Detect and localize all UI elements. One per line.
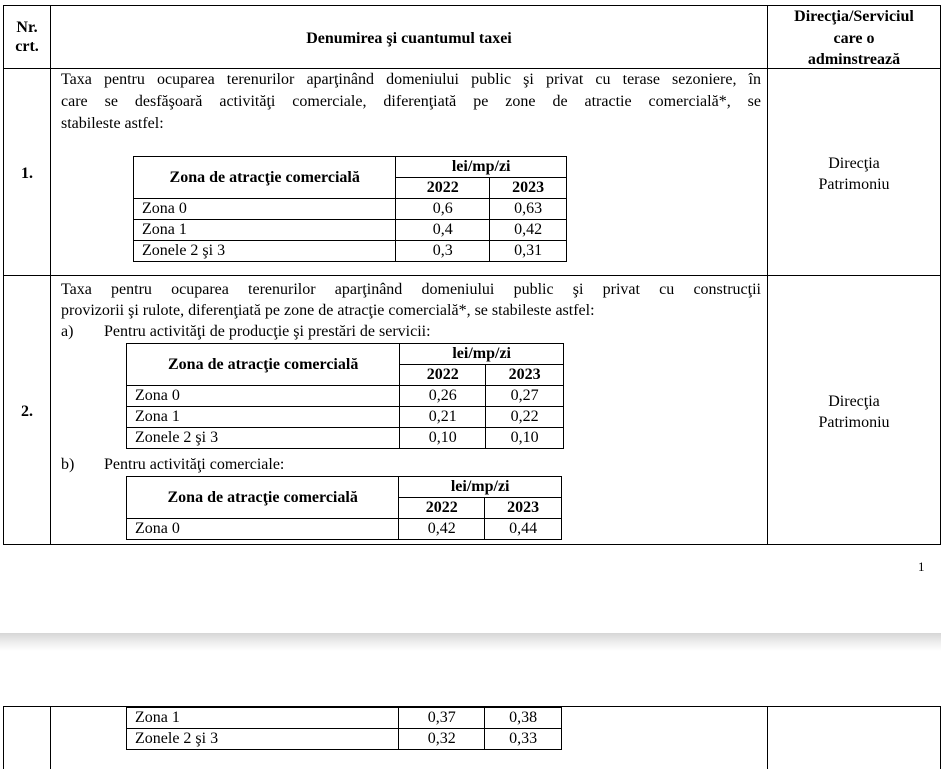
- p2-table-border-left: [3, 706, 4, 769]
- zone-name: Zonele 2 şi 3: [127, 428, 400, 449]
- value-2022: 0,6: [396, 199, 490, 220]
- value-2022: 0,42: [399, 519, 485, 540]
- value-2023: 0,27: [486, 386, 564, 407]
- zone-name: Zona 1: [127, 708, 399, 729]
- value-2023: 0,63: [490, 199, 567, 220]
- value-2022: 0,37: [399, 708, 485, 729]
- header-directia-line-2: care o: [833, 30, 875, 47]
- row-2-directia-line-1: Direcţia: [828, 393, 880, 410]
- header-title: Denumirea şi cuantumul taxei: [306, 30, 512, 47]
- sub-a-text: Pentru activităţi de producţie şi prestări de servicii:: [104, 323, 431, 340]
- value-2023: 0,44: [485, 519, 562, 540]
- year-2023-header: 2023: [485, 498, 562, 519]
- value-2022: 0,26: [400, 386, 486, 407]
- zone-name: Zonele 2 şi 3: [134, 241, 396, 262]
- value-2022: 0,4: [396, 220, 490, 241]
- table-row: [127, 708, 562, 729]
- table-border-left: [3, 5, 4, 545]
- value-2022: 0,3: [396, 241, 490, 262]
- year-2023-header: 2023: [490, 178, 567, 199]
- sub-b-label: b): [61, 456, 75, 473]
- unit-header: lei/mp/zi: [400, 344, 564, 365]
- p2-column-divider-1: [50, 706, 51, 769]
- header-nr-line-1: Nr.: [16, 19, 38, 36]
- zone-name: Zona 0: [127, 519, 399, 540]
- value-2022: 0,21: [400, 407, 486, 428]
- table-row: [127, 519, 562, 540]
- zone-name: Zona 0: [127, 386, 400, 407]
- value-2023: 0,22: [486, 407, 564, 428]
- zone-name: Zona 1: [134, 220, 396, 241]
- year-2022-header: 2022: [400, 365, 486, 386]
- header-directia-line-1: Direcţia/Serviciul: [794, 8, 914, 25]
- zone-name: Zona 1: [127, 407, 400, 428]
- page-number: 1: [918, 559, 925, 574]
- table-border-bottom: [3, 544, 941, 545]
- value-2023: 0,31: [490, 241, 567, 262]
- zone-header: Zona de atracţie comercială: [134, 157, 396, 199]
- value-2023: 0,10: [486, 428, 564, 449]
- row-2-directia-line-2: Patrimoniu: [818, 414, 890, 431]
- table-row: [134, 199, 567, 220]
- zone-name: Zonele 2 şi 3: [127, 729, 399, 750]
- year-2022-header: 2022: [399, 498, 485, 519]
- row-2-desc-line: Taxa pentru ocuparea terenurilor aparţinând domeniului public şi privat cu construcţii: [61, 281, 761, 298]
- row-separator: [3, 275, 941, 276]
- row-1-desc-line: care se desfăşoară activităţi comerciale, diferenţiată pe zone de atractie comercială*, se: [61, 93, 761, 110]
- table-row: [134, 220, 567, 241]
- value-2023: 0,38: [485, 708, 562, 729]
- table-row: [127, 428, 564, 449]
- value-2022: 0,32: [399, 729, 485, 750]
- row-1-directia-line-2: Patrimoniu: [818, 176, 890, 193]
- row-1-desc-line: stabileste astfel:: [61, 115, 164, 132]
- unit-header: lei/mp/zi: [399, 477, 562, 498]
- table-row: [127, 407, 564, 428]
- value-2023: 0,33: [485, 729, 562, 750]
- row-2-desc-line: provizorii şi rulote, diferenţiată pe zone de atracţie comercială*, se stabileste astfel:: [61, 302, 595, 319]
- year-2022-header: 2022: [396, 178, 490, 199]
- table-row: [127, 386, 564, 407]
- row-2a-rates-table: [126, 343, 564, 449]
- zone-name: Zona 0: [134, 199, 396, 220]
- row-1-description: [61, 69, 761, 135]
- row-2b-rates-table: [126, 476, 562, 540]
- page-break-separator: [0, 633, 941, 651]
- row-1-rates-table: [133, 156, 567, 262]
- column-divider-2: [767, 5, 768, 545]
- table-border-top: [3, 5, 941, 6]
- zone-header: Zona de atracţie comercială: [127, 344, 400, 386]
- header-directia-line-3: adminstrează: [807, 51, 901, 68]
- unit-header: lei/mp/zi: [396, 157, 567, 178]
- table-row: [134, 241, 567, 262]
- year-2023-header: 2023: [486, 365, 564, 386]
- column-divider-1: [50, 5, 51, 545]
- value-2022: 0,10: [400, 428, 486, 449]
- p2-column-divider-2: [767, 706, 768, 769]
- sub-a-label: a): [61, 323, 74, 340]
- row-2-number: 2.: [21, 403, 33, 420]
- header-nr-line-2: crt.: [15, 38, 39, 55]
- sub-b-text: Pentru activităţi comerciale:: [104, 456, 285, 473]
- table-row: [127, 729, 562, 750]
- zone-header: Zona de atracţie comercială: [127, 477, 399, 519]
- value-2023: 0,42: [490, 220, 567, 241]
- row-2b-rates-table-continued: [126, 707, 562, 750]
- row-1-directia-line-1: Direcţia: [828, 155, 880, 172]
- row-1-desc-line: Taxa pentru ocuparea terenurilor aparţinând domeniului public şi privat cu terase sezoniere, în: [61, 71, 761, 88]
- row-2-description: [61, 279, 761, 321]
- row-1-number: 1.: [21, 165, 33, 182]
